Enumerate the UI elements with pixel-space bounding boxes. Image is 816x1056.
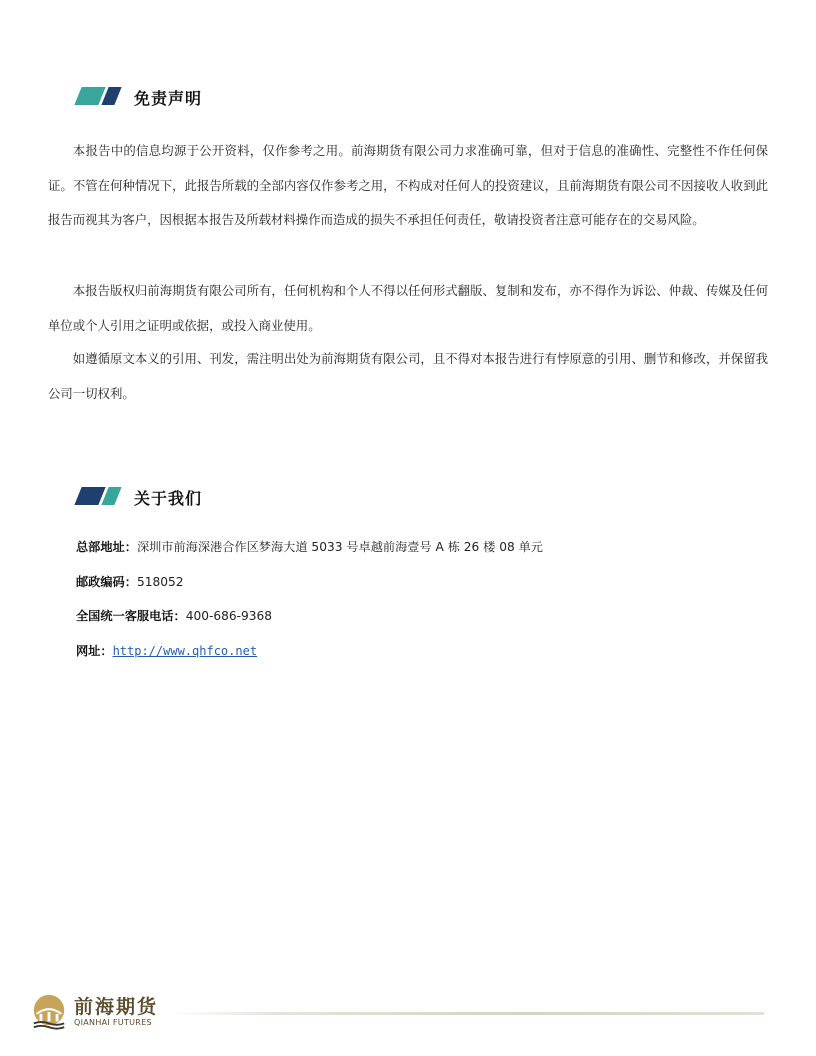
website-label: 网址： [76, 644, 113, 658]
about-title: 关于我们 [134, 488, 203, 508]
hotline-value: 400-686-9368 [185, 609, 273, 623]
disclaimer-header [78, 82, 202, 112]
brand-name-en: QIANHAI FUTURES [74, 1018, 152, 1027]
website-line [76, 641, 257, 661]
disclaimer-title: 免责声明 [134, 88, 203, 108]
qianhai-harbor-logo-icon [30, 993, 68, 1031]
section-stripes-icon [78, 487, 124, 507]
address-label: 总部地址： [76, 540, 137, 554]
brand-name-cn: 前海期货 [74, 996, 159, 1018]
website-link[interactable]: http://www.qhfco.net [112, 644, 258, 658]
footer-logo [30, 993, 158, 1031]
hotline-line [76, 606, 272, 626]
address-line [76, 537, 543, 557]
footer-divider [168, 1012, 764, 1015]
about-header [78, 482, 202, 512]
disclaimer-paragraph-2: 本报告版权归前海期货有限公司所有，任何机构和个人不得以任何形式翻版、复制和发布，亦不得作为诉讼、仲裁、传媒及任何单位或个人引用之证明或依据，或投入商业使用。 [48, 283, 768, 333]
address-value: 深圳市前海深港合作区梦海大道 5033 号卓越前海壹号 A 栋 26 楼 08 单元 [136, 540, 543, 554]
section-stripes-icon [78, 87, 124, 107]
postcode-value: 518052 [136, 575, 184, 589]
disclaimer-paragraph-3: 如遵循原文本义的引用、刊发，需注明出处为前海期货有限公司，且不得对本报告进行有悖原意的引用、删节和修改，并保留我公司一切权利。 [48, 351, 768, 401]
postcode-label: 邮政编码： [76, 575, 137, 589]
postcode-line [76, 572, 183, 592]
disclaimer-paragraph-1: 本报告中的信息均源于公开资料，仅作参考之用。前海期货有限公司力求准确可靠，但对于信息的准确性、完整性不作任何保证。不管在何种情况下，此报告所载的全部内容仅作参考之用，不构成对任何人的投资建议，且前海期货有限公司不因接收人收到此报告而视其为客户，因根据本报告及所载材料操作而造成的损失不承担任何责任，敬请投资者注意可能存在的交易风险。 [48, 143, 768, 227]
hotline-label: 全国统一客服电话： [76, 609, 186, 623]
